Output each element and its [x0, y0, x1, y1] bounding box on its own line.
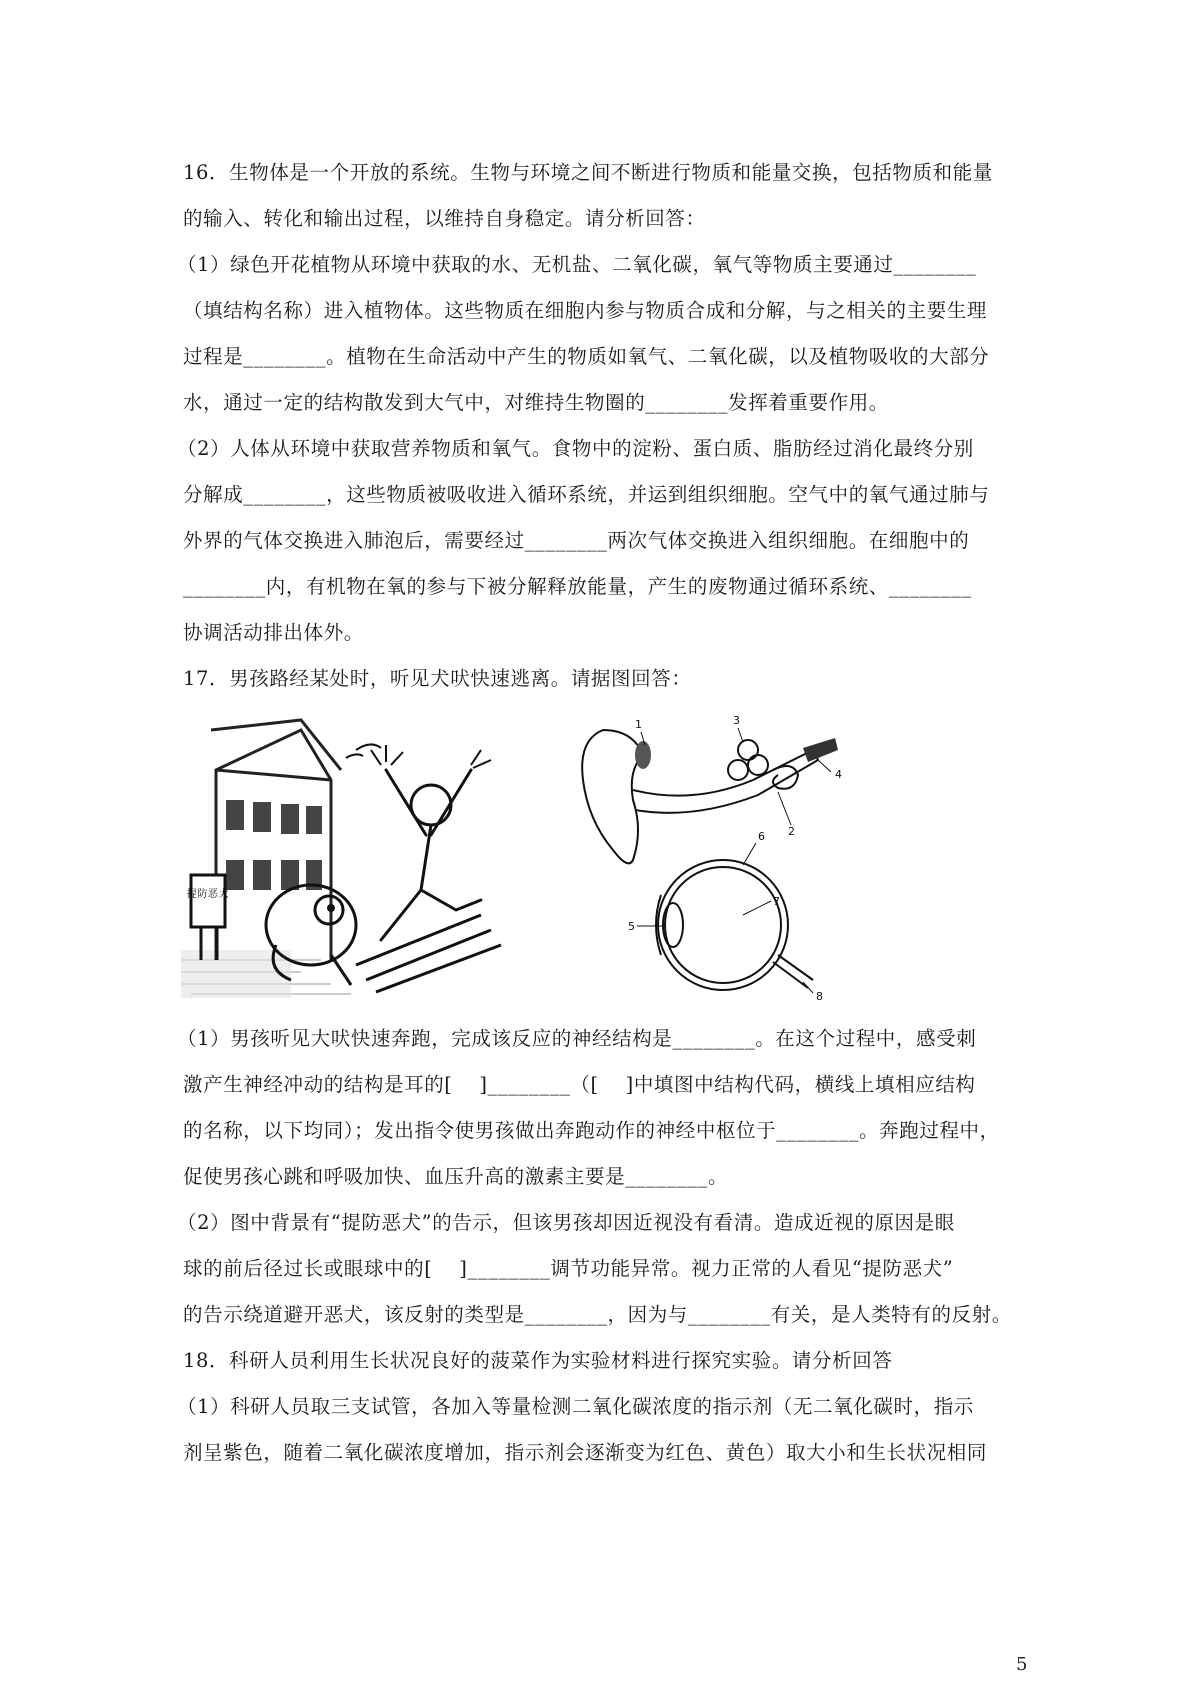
- q17-part1-line: （1）男孩听见大吠快速奔跑，完成该反应的神经结构是________。在这个过程中，感受刺: [177, 1027, 977, 1050]
- q16-intro-line: 16．生物体是一个开放的系统。生物与环境之间不断进行物质和能量交换，包括物质和能量: [183, 161, 993, 184]
- q16-intro-line: 的输入、转化和输出过程，以维持自身稳定。请分析回答：: [183, 207, 706, 230]
- q16-part2-line: （2）人体从环境中获取营养物质和氧气。食物中的淀粉、蛋白质、脂肪经过消化最终分别: [177, 437, 974, 460]
- q16-part2-line: 外界的气体交换进入肺泡后，需要经过________两次气体交换进入组织细胞。在细胞中的: [183, 529, 970, 552]
- page-number: 5: [1016, 1654, 1028, 1675]
- q16-part2-line: ________内，有机物在氧的参与下被分解释放能量，产生的废物通过循环系统、________: [183, 575, 972, 598]
- ear-label-1: 1: [635, 718, 643, 731]
- q17-intro: 17．男孩路经某处时，听见犬吠快速逃离。请据图回答：: [183, 667, 692, 690]
- q16-part1-line: 水，通过一定的结构散发到大气中，对维持生物圈的________发挥着重要作用。: [183, 391, 889, 414]
- q17-part2-line: 球的前后径过长或眼球中的[ ]________调节功能异常。视力正常的人看见“提防恶犬”: [183, 1257, 954, 1280]
- document-content: [177, 150, 1023, 1476]
- q16-part1-line: （填结构名称）进入植物体。这些物质在细胞内参与物质合成和分解，与之相关的主要生理: [183, 299, 988, 322]
- q16-part2-line: 分解成________，这些物质被吸收进入循环系统，并运到组织细胞。空气中的氧气通过肺与: [183, 483, 990, 506]
- ear-label-2: 2: [788, 825, 796, 838]
- q18-part1-line: 剂呈紫色，随着二氧化碳浓度增加，指示剂会逐渐变为红色、黄色）取大小和生长状况相同: [183, 1441, 988, 1464]
- ear-and-eye-structure-diagram: [573, 710, 873, 1010]
- q17-part1-line: 的名称，以下均同）；发出指令使男孩做出奔跑动作的神经中枢位于________。奔跑过程中，: [183, 1119, 1000, 1142]
- q16-part1-line: （1）绿色开花植物从环境中获取的水、无机盐、二氧化碳，氧气等物质主要通过________: [177, 253, 977, 276]
- eye-label-5: 5: [628, 920, 636, 933]
- q16-part2-line: 协调活动排出体外。: [183, 621, 364, 644]
- ear-label-4: 4: [835, 768, 843, 781]
- q16-part1-line: 过程是________。植物在生命活动中产生的物质如氧气、二氧化碳，以及植物吸收的大部分: [183, 345, 990, 368]
- q17-part1-line: 促使男孩心跳和呼吸加快、血压升高的激素主要是________。: [183, 1165, 729, 1188]
- eye-label-6: 6: [758, 830, 766, 843]
- boy-running-from-dog-illustration: [181, 710, 531, 998]
- q18-intro: 18．科研人员利用生长状况良好的菠菜作为实验材料进行探究实验。请分析回答: [183, 1349, 893, 1372]
- q17-part1-line: 激产生神经冲动的结构是耳的[ ]________（[ ]中填图中结构代码，横线上填相应结构: [183, 1073, 976, 1096]
- q18-part1-line: （1）科研人员取三支试管，各加入等量检测二氧化碳浓度的指示剂（无二氧化碳时，指示: [177, 1395, 974, 1418]
- warning-sign-text: 提防恶犬: [186, 889, 230, 900]
- ear-label-3: 3: [733, 714, 741, 727]
- eye-label-8: 8: [816, 990, 824, 1003]
- q17-part2-line: （2）图中背景有“提防恶犬”的告示，但该男孩却因近视没有看清。造成近视的原因是眼: [177, 1211, 955, 1234]
- q17-figures: [183, 710, 1023, 1010]
- eye-label-7: 7: [773, 895, 781, 908]
- q17-part2-line: 的告示绕道避开恶犬，该反射的类型是________，因为与________有关，是人类特有的反射。: [183, 1303, 1012, 1326]
